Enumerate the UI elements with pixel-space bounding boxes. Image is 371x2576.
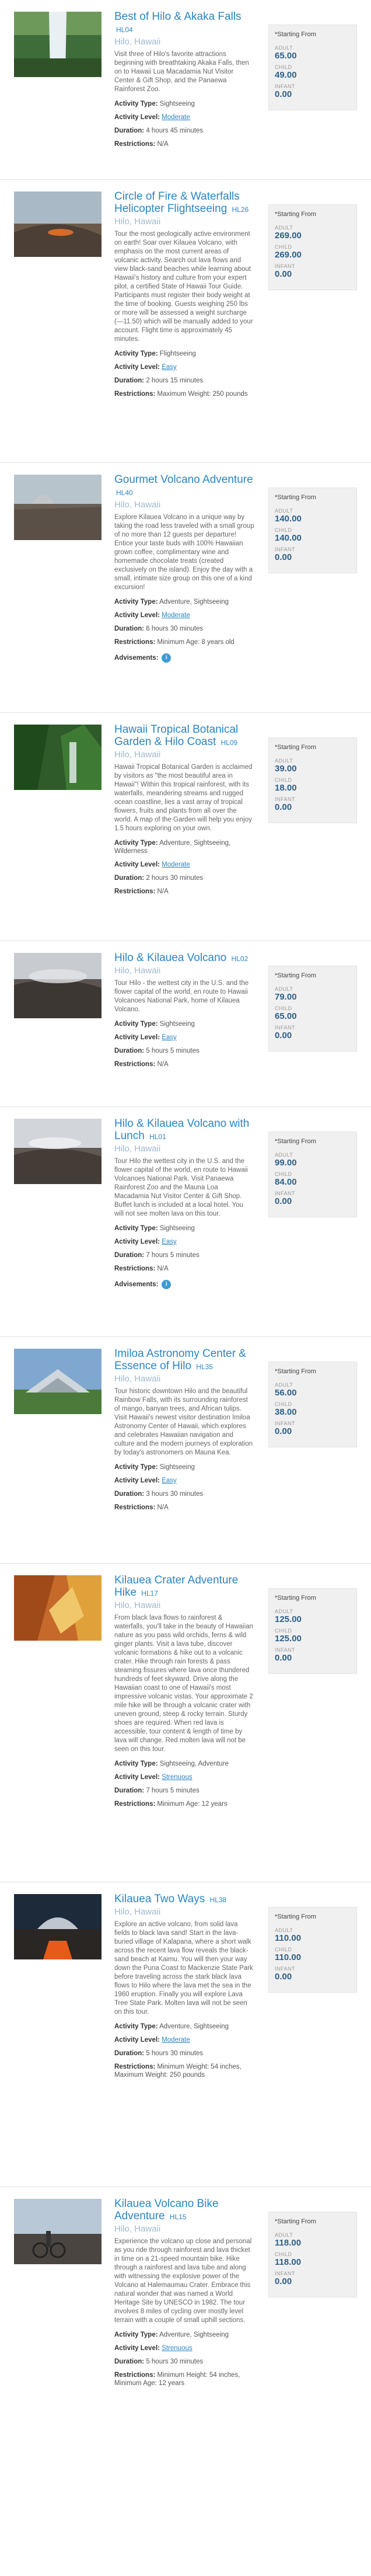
activity-type-label: Activity Type:	[114, 350, 158, 357]
activity-type-label: Activity Type:	[114, 598, 158, 605]
infant-label: INFANT	[275, 796, 296, 802]
tour-code: HL35	[196, 1363, 213, 1371]
activity-level-label: Activity Level:	[114, 364, 160, 371]
duration-value: 3 hours 30 minutes	[146, 1491, 204, 1498]
infant-label: INFANT	[275, 546, 296, 552]
tour-description: Tour Hilo the wettest city in the U.S. and the flower capital of the world, en route to Hawaii Volcanoes National Park. Visit Panaewa Rainforest Zoo and the Mauna Loa Macadamia Nut Visitor Center & Gift Shop. Buffet lunch is included at a local hotel. You will not see molten lava on this tour.	[114, 1158, 248, 1217]
activity-level-link[interactable]: Moderate	[162, 2037, 190, 2044]
activity-level-link[interactable]: Moderate	[162, 114, 190, 121]
advisement-info-icon[interactable]: i	[162, 1280, 171, 1289]
duration-label: Duration:	[114, 1047, 145, 1054]
child-price: 49.00	[275, 70, 297, 80]
child-label: CHILD	[275, 64, 292, 70]
tour-item	[0, 1107, 371, 1337]
child-price: 269.00	[275, 250, 302, 260]
tour-image[interactable]	[14, 1119, 102, 1184]
child-price: 18.00	[275, 783, 297, 793]
child-price: 140.00	[275, 533, 302, 543]
adult-label: ADULT	[275, 758, 293, 764]
adult-price: 99.00	[275, 1158, 297, 1168]
infant-label: INFANT	[275, 83, 296, 89]
activity-level-label: Activity Level:	[114, 861, 160, 868]
activity-type-value: Adventure, Sightseeing	[159, 598, 229, 605]
restrictions-value: N/A	[157, 888, 169, 895]
duration-value: 5 hours 30 minutes	[146, 2358, 204, 2365]
tour-location: Hilo, Hawaii	[114, 966, 161, 976]
starting-from-label: *Starting From	[275, 1368, 316, 1375]
price-box	[268, 488, 357, 573]
starting-from-label: *Starting From	[275, 1913, 316, 1920]
activity-level-label: Activity Level:	[114, 2037, 160, 2044]
duration-label: Duration:	[114, 625, 145, 632]
price-box	[268, 1588, 357, 1674]
duration-value: 2 hours 15 minutes	[146, 377, 204, 384]
tour-title[interactable]: Gourmet Volcano Adventure HL40	[114, 474, 253, 497]
tour-location: Hilo, Hawaii	[114, 750, 161, 760]
child-label: CHILD	[275, 777, 292, 783]
tour-item	[0, 1564, 371, 1882]
price-box	[268, 966, 357, 1052]
starting-from-label: *Starting From	[275, 1138, 316, 1145]
tour-location: Hilo, Hawaii	[114, 1374, 161, 1384]
activity-level-label: Activity Level:	[114, 1034, 160, 1041]
restrictions-label: Restrictions:	[114, 2372, 156, 2379]
activity-level-label: Activity Level:	[114, 1774, 160, 1781]
activity-level-link[interactable]: Easy	[162, 1034, 177, 1041]
infant-price: 0.00	[275, 1031, 292, 1040]
activity-type-value: Sightseeing	[159, 1225, 195, 1232]
duration-label: Duration:	[114, 1787, 145, 1794]
adult-price: 79.00	[275, 992, 297, 1002]
tour-title[interactable]: Circle of Fire & Waterfalls Helicopter Flightseeing HL26	[114, 190, 249, 215]
activity-level-link[interactable]: Strenuous	[162, 1774, 192, 1781]
infant-label: INFANT	[275, 1421, 296, 1426]
child-label: CHILD	[275, 1628, 292, 1634]
duration-label: Duration:	[114, 377, 145, 384]
adult-label: ADULT	[275, 45, 293, 51]
activity-type-value: Adventure, Sightseeing	[159, 2331, 229, 2338]
infant-price: 0.00	[275, 1196, 292, 1206]
activity-type-value: Adventure, Sightseeing	[159, 2023, 229, 2030]
infant-price: 0.00	[275, 269, 292, 279]
child-price: 118.00	[275, 2257, 302, 2267]
restrictions-label: Restrictions:	[114, 639, 156, 646]
tour-code: HL26	[232, 206, 249, 214]
starting-from-label: *Starting From	[275, 1595, 316, 1602]
activity-type-label: Activity Type:	[114, 100, 158, 107]
activity-level-link[interactable]: Moderate	[162, 861, 190, 868]
price-box	[268, 1907, 357, 1993]
tour-item	[0, 0, 371, 180]
tour-description: Tour historic downtown Hilo and the beautiful Rainbow Falls, with its surrounding rainforest of mango, banyan trees, and African tulips. Visit Hawaii's newest visitor destination Imiloa Astronomy Center of Hawaii, which explores and celebrates Hawaiian navigation and culture and the modern journeys of exploration by today's astronomers on Mauna Kea.	[114, 1388, 253, 1456]
restrictions-label: Restrictions:	[114, 2063, 156, 2070]
child-label: CHILD	[275, 1947, 292, 1952]
tour-code: HL02	[231, 955, 249, 963]
duration-label: Duration:	[114, 1491, 145, 1498]
activity-type-label: Activity Type:	[114, 2331, 158, 2338]
adult-label: ADULT	[275, 986, 293, 992]
tour-title[interactable]: Kilauea Crater Adventure Hike HL17	[114, 1574, 239, 1599]
tour-title[interactable]: Hilo & Kilauea Volcano HL02	[114, 952, 249, 964]
starting-from-label: *Starting From	[275, 211, 316, 218]
tour-description: Tour the most geologically active environment on earth! Soar over Kilauea Volcano, with emphasis on the most current areas of volcanic activity. Search out lava flows and view black-sand beaches while learning about Hawaii's history and culture from your expert pilot, a certified State of Hawaii Tour Guide. Participants must register their body weight at the time of booking. Guests weighing 250 lbs or more will be assessed a weight surcharge (—11.50) which will be manually added to your account. Flight time is approximately 45 minutes.	[114, 231, 253, 343]
adult-label: ADULT	[275, 1927, 293, 1933]
infant-price: 0.00	[275, 552, 292, 562]
child-price: 38.00	[275, 1407, 297, 1417]
infant-label: INFANT	[275, 2271, 296, 2276]
advisements-label: Advisements:	[114, 1281, 159, 1288]
child-price: 65.00	[275, 1011, 297, 1021]
duration-value: 5 hours 30 minutes	[146, 2050, 204, 2057]
restrictions-label: Restrictions:	[114, 1265, 156, 1272]
tour-description: Explore Kilauea Volcano in a unique way by taking the road less traveled with a small group of no more than 12 guests per departure! Entice your taste buds with 100% Hawaiian grown coffee, complimentary wine and homemade chocolate treats (created exclusively on the island). Enjoy the day with a small, intimate size group on this one of a kind excursion!	[114, 514, 254, 591]
price-box	[268, 2212, 357, 2297]
restrictions-label: Restrictions:	[114, 391, 156, 398]
infant-label: INFANT	[275, 263, 296, 269]
restrictions-label: Restrictions:	[114, 141, 156, 148]
starting-from-label: *Starting From	[275, 972, 316, 979]
activity-level-label: Activity Level:	[114, 1238, 160, 1245]
infant-price: 0.00	[275, 2276, 292, 2286]
infant-label: INFANT	[275, 1190, 296, 1196]
activity-level-label: Activity Level:	[114, 2345, 160, 2352]
tour-code: HL09	[220, 739, 238, 747]
tour-image[interactable]	[14, 1349, 102, 1414]
tour-item	[0, 2187, 371, 2576]
restrictions-value: N/A	[157, 1504, 169, 1511]
price-box	[268, 1362, 357, 1447]
child-label: CHILD	[275, 1171, 292, 1177]
duration-label: Duration:	[114, 127, 145, 134]
activity-type-label: Activity Type:	[114, 1225, 158, 1232]
infant-price: 0.00	[275, 1972, 292, 1982]
price-box	[268, 1132, 357, 1217]
activity-type-value: Flightseeing	[159, 350, 196, 357]
tour-image[interactable]	[14, 2199, 102, 2264]
infant-price: 0.00	[275, 1653, 292, 1663]
tour-item	[0, 1882, 371, 2187]
tour-description: Visit three of Hilo's favorite attractions beginning with breathtaking Akaka Falls, then on to Hawaii Lua Macadamia Nut Visitor Center & Gift Shop, and the Panaewa Rainforest Zoo.	[114, 51, 249, 93]
advisements	[114, 1280, 254, 1289]
infant-label: INFANT	[275, 1966, 296, 1972]
adult-price: 110.00	[275, 1933, 302, 1943]
restrictions-value: N/A	[157, 1265, 169, 1272]
activity-type-label: Activity Type:	[114, 1021, 158, 1028]
adult-price: 39.00	[275, 764, 297, 774]
duration-label: Duration:	[114, 2358, 145, 2365]
price-box	[268, 737, 357, 823]
tour-title[interactable]: Hilo & Kilauea Volcano with Lunch HL01	[114, 1118, 250, 1142]
advisement-info-icon[interactable]: i	[162, 653, 171, 663]
tour-description: From black lava flows to rainforest & waterfalls, you'll take in the beauty of Hawaiian nature as you pass wild orchids, ferns & wild ginger plants. Visit a lava tube, discover volcanic formations & hike out to a volcanic crater. Hike through rain forests & pass steaming fissures where lava once thundered hundreds of feet skyward. Drive along the Hawaiian coast to one of Hawaii's most impressive volcanic vistas. Your approximate 2 mile hike will be through a volcanic crater with uneven ground, steep & rocky terrain. Sturdy shoes are required. When red lava is accessible, tour content & length of time by lava will change. Red molten lava will not be seen on this tour.	[114, 1614, 254, 1753]
tour-code: HL04	[116, 26, 133, 34]
tour-location: Hilo, Hawaii	[114, 1144, 161, 1154]
tour-image[interactable]	[14, 725, 102, 790]
tour-item	[0, 941, 371, 1107]
child-price: 84.00	[275, 1177, 297, 1187]
adult-price: 65.00	[275, 51, 297, 61]
infant-label: INFANT	[275, 1647, 296, 1653]
duration-value: 5 hours 5 minutes	[146, 1047, 200, 1054]
price-box	[268, 204, 357, 290]
infant-price: 0.00	[275, 1426, 292, 1436]
adult-label: ADULT	[275, 225, 293, 231]
activity-level-link[interactable]: Strenuous	[162, 2345, 192, 2352]
activity-type-label: Activity Type:	[114, 840, 158, 847]
adult-price: 140.00	[275, 514, 302, 524]
tour-image[interactable]	[14, 1575, 102, 1641]
restrictions-value: Minimum Weight: 54 inches, Maximum Weight: 250 pounds	[114, 2063, 242, 2079]
adult-label: ADULT	[275, 2232, 293, 2238]
tour-title[interactable]: Imiloa Astronomy Center & Essence of Hilo HL35	[114, 1348, 246, 1372]
tour-title[interactable]: Kilauea Volcano Bike Adventure HL15	[114, 2198, 219, 2222]
tour-item	[0, 463, 371, 713]
child-price: 125.00	[275, 1634, 302, 1644]
activity-type-value: Sightseeing	[159, 1021, 195, 1028]
infant-price: 0.00	[275, 802, 292, 812]
duration-value: 4 hours 45 minutes	[146, 127, 204, 134]
restrictions-value: Minimum Height: 54 inches, Minimum Age: 12 years	[114, 2372, 240, 2387]
tour-image[interactable]	[14, 12, 102, 77]
adult-price: 125.00	[275, 1614, 302, 1624]
child-price: 110.00	[275, 1952, 302, 1962]
starting-from-label: *Starting From	[275, 744, 316, 751]
tour-code: HL40	[116, 489, 133, 497]
tour-location: Hilo, Hawaii	[114, 2224, 161, 2234]
adult-price: 269.00	[275, 231, 302, 241]
duration-value: 6 hours 30 minutes	[146, 625, 204, 632]
restrictions-value: N/A	[157, 141, 169, 148]
tour-location: Hilo, Hawaii	[114, 500, 161, 510]
starting-from-label: *Starting From	[275, 2218, 316, 2225]
adult-label: ADULT	[275, 508, 293, 514]
child-label: CHILD	[275, 2251, 292, 2257]
tour-image[interactable]	[14, 1894, 102, 1959]
tour-description: Tour Hilo - the wettest city in the U.S. and the flower capital of the world, en route to Hawaii Volcanoes National Park, home of Kilauea Volcano.	[114, 980, 249, 1013]
adult-price: 56.00	[275, 1388, 297, 1398]
activity-level-link[interactable]: Easy	[162, 1477, 177, 1484]
tour-item	[0, 713, 371, 941]
activity-level-label: Activity Level:	[114, 1477, 160, 1484]
tour-code: HL38	[209, 1896, 227, 1904]
tour-location: Hilo, Hawaii	[114, 217, 161, 227]
activity-type-value: Adventure, Sightseeing, Wilderness	[114, 840, 231, 855]
starting-from-label: *Starting From	[275, 31, 316, 38]
tour-location: Hilo, Hawaii	[114, 37, 161, 47]
tour-description: Explore an active volcano, from solid lava fields to black lava sand! Start in the lava-buried village of Kalapana, where a short walk across the recent lava flow reveals the black-sand beach at Kaimu. You will then your way down the Puna Coast to Mackenzie State Park before traveling across the stark black lava flows to Hilo where the lava met the sea in the 1960 eruption. Finally you will explore Lava Tree State Park. Molten lava will not be seen on this tour.	[114, 1921, 253, 2015]
activity-level-label: Activity Level:	[114, 612, 160, 619]
adult-label: ADULT	[275, 1152, 293, 1158]
restrictions-value: N/A	[157, 1061, 169, 1068]
restrictions-label: Restrictions:	[114, 1504, 156, 1511]
restrictions-label: Restrictions:	[114, 888, 156, 895]
activity-level-link[interactable]: Easy	[162, 1238, 177, 1245]
tour-image[interactable]	[14, 192, 102, 257]
tour-code: HL01	[149, 1133, 166, 1141]
activity-type-label: Activity Type:	[114, 1464, 158, 1471]
tour-code: HL15	[169, 2213, 187, 2221]
restrictions-value: Minimum Age: 12 years	[157, 1801, 228, 1808]
activity-type-value: Sightseeing	[159, 1464, 195, 1471]
tour-code: HL17	[141, 1589, 158, 1597]
activity-type-value: Sightseeing, Adventure	[159, 1760, 229, 1767]
tour-image[interactable]	[14, 953, 102, 1018]
activity-level-link[interactable]: Moderate	[162, 612, 190, 619]
adult-price: 118.00	[275, 2238, 302, 2248]
tour-title[interactable]: Hawaii Tropical Botanical Garden & Hilo Coast HL09	[114, 723, 239, 748]
infant-label: INFANT	[275, 1025, 296, 1031]
activity-level-link[interactable]: Easy	[162, 364, 177, 371]
advisements	[114, 653, 254, 663]
duration-value: 7 hours 5 minutes	[146, 1252, 200, 1259]
tour-location: Hilo, Hawaii	[114, 1600, 161, 1610]
child-label: CHILD	[275, 527, 292, 533]
tour-title[interactable]: Kilauea Two Ways HL38	[114, 1893, 227, 1905]
duration-label: Duration:	[114, 1252, 145, 1259]
advisements-label: Advisements:	[114, 655, 159, 662]
restrictions-value: Maximum Weight: 250 pounds	[157, 391, 248, 398]
infant-price: 0.00	[275, 89, 292, 99]
restrictions-value: Minimum Age: 8 years old	[157, 639, 235, 646]
activity-level-label: Activity Level:	[114, 114, 160, 121]
child-label: CHILD	[275, 244, 292, 250]
activity-type-label: Activity Type:	[114, 2023, 158, 2030]
adult-label: ADULT	[275, 1609, 293, 1614]
tour-item	[0, 180, 371, 463]
restrictions-label: Restrictions:	[114, 1061, 156, 1068]
tour-description: Experience the volcano up close and personal as you ride through rainforest and lava thicket in time on a 21-speed mountain bike. Hike through a rainforest and lava tube and along with witnessing the explosive power of the Volcano at Halemaumau Crater. Embrace this natural wonder that was named a World Heritage Site by UNESCO in 1982. The tour involves 8 miles of cycling over mostly level terrain with a couple of small uphill sections.	[114, 2238, 252, 2324]
duration-value: 7 hours 5 minutes	[146, 1787, 200, 1794]
restrictions-label: Restrictions:	[114, 1801, 156, 1808]
activity-type-label: Activity Type:	[114, 1760, 158, 1767]
duration-label: Duration:	[114, 2050, 145, 2057]
tour-location: Hilo, Hawaii	[114, 1907, 161, 1917]
duration-value: 2 hours 30 minutes	[146, 875, 204, 882]
child-label: CHILD	[275, 1401, 292, 1407]
tour-item	[0, 1337, 371, 1564]
tour-title[interactable]: Best of Hilo & Akaka Falls HL04	[114, 11, 242, 34]
child-label: CHILD	[275, 1005, 292, 1011]
adult-label: ADULT	[275, 1382, 293, 1388]
activity-type-value: Sightseeing	[159, 100, 195, 107]
starting-from-label: *Starting From	[275, 494, 316, 501]
price-box	[268, 25, 357, 110]
duration-label: Duration:	[114, 875, 145, 882]
tour-image[interactable]	[14, 475, 102, 540]
tour-description: Hawaii Tropical Botanical Garden is acclaimed by visitors as "the most beautiful area in Hawaii"! Within this tropical rainforest, with its waterfalls, meandering streams and rugged ocean coastline, lies a vast array of tropical flowers, fruits and plants from all over the world. A map of the Garden will help you enjoy 1.5 hours exploring on your own.	[114, 764, 253, 832]
